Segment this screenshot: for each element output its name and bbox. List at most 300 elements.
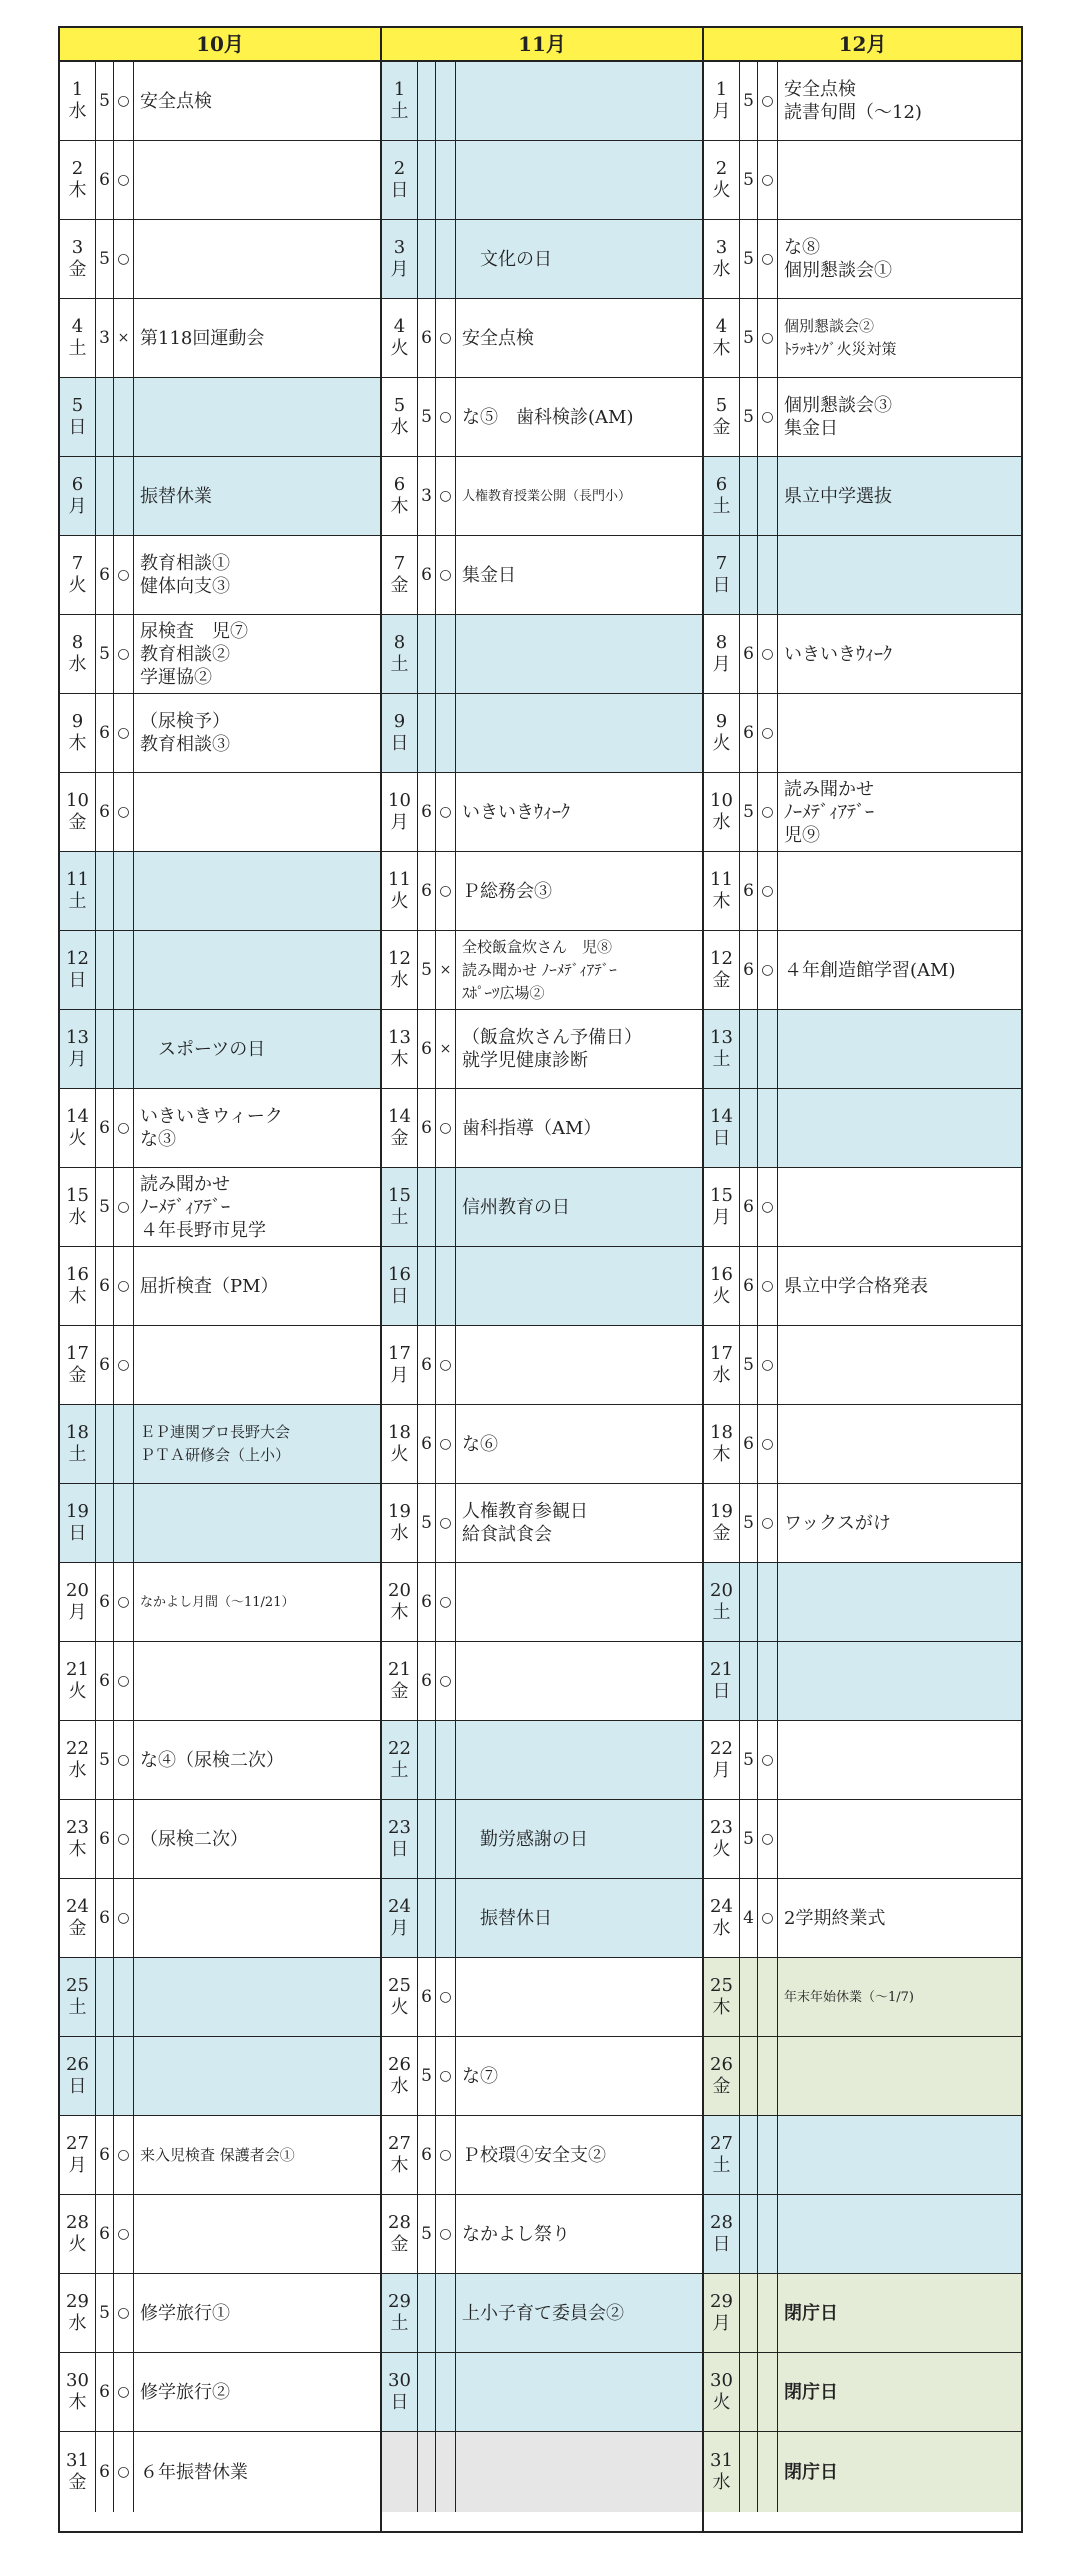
- day-date-cell: [382, 1326, 418, 1404]
- day-date-cell: [60, 1010, 96, 1088]
- lesson-hours: [96, 1958, 114, 2036]
- day-number: 1: [715, 79, 728, 100]
- weekday: 水: [712, 1365, 731, 1386]
- day-number: 16: [66, 1264, 89, 1285]
- event-cell: [778, 378, 1021, 456]
- day-number: 17: [388, 1343, 411, 1364]
- day-row: [60, 378, 380, 457]
- lunch-mark: ○: [436, 2037, 456, 2115]
- lesson-hours: [418, 615, 436, 693]
- lesson-hours: 5: [418, 2195, 436, 2273]
- lunch-mark: ○: [436, 2195, 456, 2273]
- lesson-hours: [96, 1010, 114, 1088]
- weekday: 水: [68, 2313, 87, 2334]
- day-number: 22: [388, 1738, 411, 1759]
- day-number: 4: [393, 316, 406, 337]
- day-number: 30: [710, 2370, 733, 2391]
- lunch-mark: ○: [114, 2353, 134, 2431]
- lunch-mark: ○: [758, 378, 778, 456]
- day-number: 24: [388, 1896, 411, 1917]
- lunch-mark: ○: [436, 1089, 456, 1167]
- day-row: [704, 2353, 1021, 2432]
- lunch-mark: [436, 2353, 456, 2431]
- day-row: [60, 1879, 380, 1958]
- weekday: 水: [68, 1207, 87, 1228]
- weekday: 月: [390, 1918, 409, 1939]
- lesson-hours: 6: [96, 1642, 114, 1720]
- day-date-cell: [704, 141, 740, 219]
- day-row: [382, 1326, 702, 1405]
- weekday: 火: [68, 1128, 87, 1149]
- day-number: 28: [66, 2212, 89, 2233]
- weekday: 木: [68, 1286, 87, 1307]
- day-date-cell: [60, 141, 96, 219]
- day-row: [704, 378, 1021, 457]
- day-date-cell: [704, 299, 740, 377]
- day-number: 28: [710, 2212, 733, 2233]
- weekday: 水: [390, 970, 409, 991]
- weekday: 金: [712, 1523, 731, 1544]
- lesson-hours: 6: [96, 536, 114, 614]
- weekday: 月: [68, 496, 87, 517]
- day-number: 6: [71, 474, 84, 495]
- day-date-cell: [704, 2037, 740, 2115]
- day-number: 1: [71, 79, 84, 100]
- day-number: 26: [388, 2054, 411, 2075]
- day-row: [704, 2274, 1021, 2353]
- event-cell: [456, 773, 702, 851]
- lunch-mark: ○: [436, 773, 456, 851]
- event-cell: [456, 1800, 702, 1878]
- day-date-cell: [382, 1642, 418, 1720]
- day-number: 8: [71, 632, 84, 653]
- weekday: 日: [712, 575, 731, 596]
- lesson-hours: 5: [418, 1484, 436, 1562]
- event-text: 教育相談②: [140, 643, 230, 665]
- lunch-mark: [758, 536, 778, 614]
- lesson-hours: 6: [740, 931, 758, 1009]
- lunch-mark: ○: [436, 1563, 456, 1641]
- weekday: 月: [712, 654, 731, 675]
- event-text: 読書旬間（～12): [784, 102, 922, 123]
- event-text: 修学旅行②: [140, 2381, 230, 2403]
- weekday: 月: [712, 101, 731, 122]
- event-text: （尿検予）: [140, 711, 230, 732]
- weekday: 水: [712, 259, 731, 280]
- event-cell: [456, 852, 702, 930]
- lunch-mark: ×: [114, 299, 134, 377]
- column-divider: [380, 28, 382, 2531]
- lunch-mark: ○: [758, 141, 778, 219]
- weekday: 月: [68, 1602, 87, 1623]
- day-row: [382, 2432, 702, 2512]
- day-date-cell: [60, 1958, 96, 2036]
- day-number: 15: [388, 1185, 411, 1206]
- day-date-cell: [382, 2353, 418, 2431]
- day-date-cell: [704, 852, 740, 930]
- weekday: 水: [390, 417, 409, 438]
- lunch-mark: [436, 1800, 456, 1878]
- school-calendar-oct-dec: [58, 26, 1023, 2533]
- lunch-mark: ○: [114, 2274, 134, 2352]
- weekday: 金: [68, 1365, 87, 1386]
- weekday: 火: [390, 1997, 409, 2018]
- day-number: 29: [388, 2291, 411, 2312]
- day-number: 10: [66, 790, 89, 811]
- day-date-cell: [60, 1168, 96, 1246]
- lesson-hours: [418, 694, 436, 772]
- lesson-hours: 5: [740, 299, 758, 377]
- day-row: [382, 1721, 702, 1800]
- lesson-hours: [418, 1800, 436, 1878]
- day-date-cell: [382, 2195, 418, 2273]
- day-row: [382, 2353, 702, 2432]
- day-row: [382, 1800, 702, 1879]
- lunch-mark: ○: [114, 615, 134, 693]
- event-text: な⑧: [784, 237, 820, 258]
- event-cell: [134, 2037, 380, 2115]
- day-number: 10: [710, 790, 733, 811]
- day-date-cell: [382, 2116, 418, 2194]
- lesson-hours: 3: [418, 457, 436, 535]
- lesson-hours: 6: [418, 2116, 436, 2194]
- weekday: 金: [390, 1681, 409, 1702]
- event-text: 勤労感謝の日: [462, 1828, 588, 1850]
- event-text: 屈折検査（PM）: [140, 1275, 279, 1297]
- lunch-mark: ○: [758, 852, 778, 930]
- lesson-hours: 6: [740, 852, 758, 930]
- weekday: 火: [390, 338, 409, 359]
- lunch-mark: ○: [758, 299, 778, 377]
- lunch-mark: ○: [758, 1326, 778, 1404]
- day-row: [382, 1563, 702, 1642]
- day-number: 21: [710, 1659, 733, 1680]
- day-number: 10: [388, 790, 411, 811]
- weekday: 金: [712, 417, 731, 438]
- event-text: 尿検査 児⑦: [140, 620, 248, 642]
- day-row: [382, 1405, 702, 1484]
- day-date-cell: [382, 1800, 418, 1878]
- event-cell: [778, 1010, 1021, 1088]
- day-number: 19: [710, 1501, 733, 1522]
- day-date-cell: [60, 615, 96, 693]
- lunch-mark: ○: [758, 220, 778, 298]
- weekday: 日: [390, 733, 409, 754]
- event-cell: [778, 220, 1021, 298]
- day-row: [704, 1010, 1021, 1089]
- day-date-cell: [382, 536, 418, 614]
- event-text: ＰＴＡ研修会（上小）: [140, 1446, 291, 1464]
- day-date-cell: [704, 1247, 740, 1325]
- event-text: ﾄﾗｯｷﾝｸﾞ火災対策: [784, 340, 897, 358]
- day-date-cell: [60, 1642, 96, 1720]
- lunch-mark: [758, 457, 778, 535]
- event-cell: [134, 1405, 380, 1483]
- day-row: [382, 220, 702, 299]
- event-cell: [134, 2274, 380, 2352]
- weekday: 木: [712, 1444, 731, 1465]
- lesson-hours: [740, 1958, 758, 2036]
- day-date-cell: [704, 1405, 740, 1483]
- lesson-hours: [740, 2116, 758, 2194]
- lesson-hours: 5: [740, 1800, 758, 1878]
- day-row: [382, 2037, 702, 2116]
- day-date-cell: [704, 2432, 740, 2512]
- weekday: 木: [712, 338, 731, 359]
- day-number: 26: [710, 2054, 733, 2075]
- weekday: 金: [712, 970, 731, 991]
- lunch-mark: [436, 141, 456, 219]
- day-date-cell: [382, 1010, 418, 1088]
- event-cell: [134, 1721, 380, 1799]
- lunch-mark: [114, 457, 134, 535]
- day-row: [704, 931, 1021, 1010]
- lesson-hours: [740, 2353, 758, 2431]
- day-row: [704, 1247, 1021, 1326]
- weekday: 土: [390, 101, 409, 122]
- weekday: 金: [390, 2234, 409, 2255]
- day-number: 13: [66, 1027, 89, 1048]
- event-cell: [778, 1247, 1021, 1325]
- event-cell: [456, 536, 702, 614]
- lunch-mark: ○: [758, 615, 778, 693]
- lesson-hours: [418, 2274, 436, 2352]
- day-row: [60, 457, 380, 536]
- day-row: [60, 1642, 380, 1721]
- event-text: ４年長野市見学: [140, 1219, 266, 1241]
- lunch-mark: ×: [436, 931, 456, 1009]
- day-number: 22: [66, 1738, 89, 1759]
- lunch-mark: ○: [758, 62, 778, 140]
- day-row: [704, 773, 1021, 852]
- lunch-mark: ○: [114, 2432, 134, 2512]
- day-number: 2: [715, 158, 728, 179]
- lesson-hours: 6: [96, 141, 114, 219]
- day-row: [704, 2037, 1021, 2116]
- day-number: 1: [393, 79, 406, 100]
- day-number: 7: [71, 553, 84, 574]
- weekday: 月: [390, 812, 409, 833]
- lesson-hours: 5: [740, 1326, 758, 1404]
- event-cell: [134, 1247, 380, 1325]
- day-date-cell: [60, 1563, 96, 1641]
- weekday: 水: [68, 101, 87, 122]
- event-text: 第118回運動会: [140, 327, 265, 349]
- month-header-october: 10月: [60, 28, 380, 62]
- event-text: 上小子育て委員会②: [462, 2302, 624, 2324]
- day-row: [60, 931, 380, 1010]
- day-date-cell: [60, 2432, 96, 2512]
- weekday: 土: [68, 891, 87, 912]
- event-text: 県立中学合格発表: [784, 1275, 928, 1297]
- lesson-hours: 5: [740, 378, 758, 456]
- day-row: [704, 615, 1021, 694]
- weekday: 金: [390, 1128, 409, 1149]
- lesson-hours: [418, 62, 436, 140]
- lesson-hours: 5: [740, 62, 758, 140]
- day-date-cell: [382, 299, 418, 377]
- day-row: [60, 220, 380, 299]
- event-cell: [456, 62, 702, 140]
- lesson-hours: 5: [96, 615, 114, 693]
- event-text: いきいきｳｨｰｸ: [784, 643, 892, 665]
- day-row: [382, 299, 702, 378]
- lunch-mark: ○: [436, 457, 456, 535]
- day-number: 28: [388, 2212, 411, 2233]
- lesson-hours: [96, 1484, 114, 1562]
- day-number: 13: [388, 1027, 411, 1048]
- event-text: 個別懇談会②: [784, 317, 875, 335]
- lesson-hours: 5: [96, 220, 114, 298]
- event-text: な③: [140, 1129, 176, 1150]
- day-number: 11: [710, 869, 733, 890]
- weekday: 金: [712, 2076, 731, 2097]
- lunch-mark: [758, 2274, 778, 2352]
- weekday: 金: [68, 1918, 87, 1939]
- event-cell: [134, 378, 380, 456]
- day-date-cell: [704, 1563, 740, 1641]
- lunch-mark: ○: [114, 1800, 134, 1878]
- lesson-hours: [740, 2195, 758, 2273]
- day-date-cell: [382, 141, 418, 219]
- event-cell: [456, 1958, 702, 2036]
- day-row: [60, 1721, 380, 1800]
- event-text: Ｐ総務会③: [462, 880, 552, 902]
- event-text: なかよし祭り: [462, 2223, 570, 2245]
- day-number: 17: [66, 1343, 89, 1364]
- lesson-hours: 6: [418, 852, 436, 930]
- weekday: 木: [712, 1997, 731, 2018]
- weekday: 金: [68, 2472, 87, 2493]
- lunch-mark: ○: [114, 141, 134, 219]
- day-row: [60, 1484, 380, 1563]
- event-text: （尿検二次）: [140, 1828, 248, 1850]
- event-cell: [134, 1089, 380, 1167]
- event-cell: [778, 1958, 1021, 2036]
- event-text: 安全点検: [140, 90, 212, 112]
- day-date-cell: [60, 2037, 96, 2115]
- event-cell: [134, 220, 380, 298]
- day-number: 8: [393, 632, 406, 653]
- lesson-hours: 6: [418, 1326, 436, 1404]
- lesson-hours: 5: [740, 773, 758, 851]
- day-row: [60, 2037, 380, 2116]
- day-row: [382, 2116, 702, 2195]
- event-text: な⑥: [462, 1433, 498, 1455]
- day-row: [382, 141, 702, 220]
- day-date-cell: [382, 773, 418, 851]
- lesson-hours: [96, 852, 114, 930]
- lunch-mark: [758, 2195, 778, 2273]
- event-text: 閉庁日: [784, 2461, 838, 2483]
- day-date-cell: [704, 1800, 740, 1878]
- day-date-cell: [60, 1089, 96, 1167]
- event-cell: [456, 1879, 702, 1957]
- event-text: 人権教育参観日: [462, 1501, 588, 1522]
- event-cell: [778, 536, 1021, 614]
- event-cell: [456, 378, 702, 456]
- lesson-hours: [740, 1642, 758, 1720]
- event-cell: [778, 2353, 1021, 2431]
- lunch-mark: ○: [114, 1563, 134, 1641]
- event-text: スポーツの日: [140, 1038, 266, 1060]
- event-cell: [778, 1405, 1021, 1483]
- lunch-mark: ○: [114, 694, 134, 772]
- day-date-cell: [60, 299, 96, 377]
- lunch-mark: ○: [114, 220, 134, 298]
- event-text: 信州教育の日: [462, 1196, 570, 1218]
- day-date-cell: [382, 1484, 418, 1562]
- day-row: [704, 141, 1021, 220]
- day-row: [60, 536, 380, 615]
- day-row: [704, 1642, 1021, 1721]
- event-cell: [134, 852, 380, 930]
- event-cell: [778, 852, 1021, 930]
- day-date-cell: [60, 1484, 96, 1562]
- lesson-hours: 6: [96, 1089, 114, 1167]
- day-date-cell: [60, 378, 96, 456]
- lunch-mark: ○: [436, 1405, 456, 1483]
- day-number: 11: [66, 869, 89, 890]
- event-text: ワックスがけ: [784, 1512, 891, 1534]
- event-text: 閉庁日: [784, 2381, 838, 2403]
- lunch-mark: ×: [436, 1010, 456, 1088]
- event-cell: [456, 694, 702, 772]
- day-date-cell: [704, 1168, 740, 1246]
- day-row: [60, 1247, 380, 1326]
- lunch-mark: [114, 1484, 134, 1562]
- day-date-cell: [704, 2274, 740, 2352]
- lesson-hours: [96, 378, 114, 456]
- lesson-hours: [740, 1563, 758, 1641]
- day-number: 2: [71, 158, 84, 179]
- lesson-hours: 5: [740, 1484, 758, 1562]
- weekday: 日: [68, 970, 87, 991]
- lesson-hours: [418, 1247, 436, 1325]
- event-text: 閉庁日: [784, 2302, 838, 2324]
- lunch-mark: [758, 2353, 778, 2431]
- weekday: 月: [712, 1207, 731, 1228]
- day-date-cell: [382, 1405, 418, 1483]
- day-date-cell: [382, 378, 418, 456]
- day-row: [704, 1958, 1021, 2037]
- event-text: なかよし月間（～11/21）: [140, 1594, 295, 1610]
- lunch-mark: [758, 1089, 778, 1167]
- weekday: 日: [712, 2234, 731, 2255]
- event-text: ＥＰ連関ブロ長野大会: [140, 1423, 291, 1441]
- event-text: ﾉｰﾒﾃﾞｨｱﾃﾞｰ: [140, 1196, 230, 1218]
- weekday: 月: [68, 2155, 87, 2176]
- weekday: 木: [68, 733, 87, 754]
- lesson-hours: [418, 2432, 436, 2512]
- event-text: Ｐ校環④安全支②: [462, 2144, 606, 2166]
- event-cell: [456, 1089, 702, 1167]
- event-cell: [778, 1879, 1021, 1957]
- lesson-hours: [418, 1721, 436, 1799]
- weekday: 火: [712, 733, 731, 754]
- lesson-hours: [418, 2353, 436, 2431]
- lesson-hours: 6: [96, 2195, 114, 2273]
- day-number: 27: [388, 2133, 411, 2154]
- day-date-cell: [704, 220, 740, 298]
- day-row: [704, 1089, 1021, 1168]
- day-number: 12: [66, 948, 89, 969]
- lesson-hours: 5: [740, 1721, 758, 1799]
- day-date-cell: [382, 2274, 418, 2352]
- event-cell: [456, 299, 702, 377]
- day-date-cell: [382, 2037, 418, 2115]
- month-header-december: 12月: [704, 28, 1021, 62]
